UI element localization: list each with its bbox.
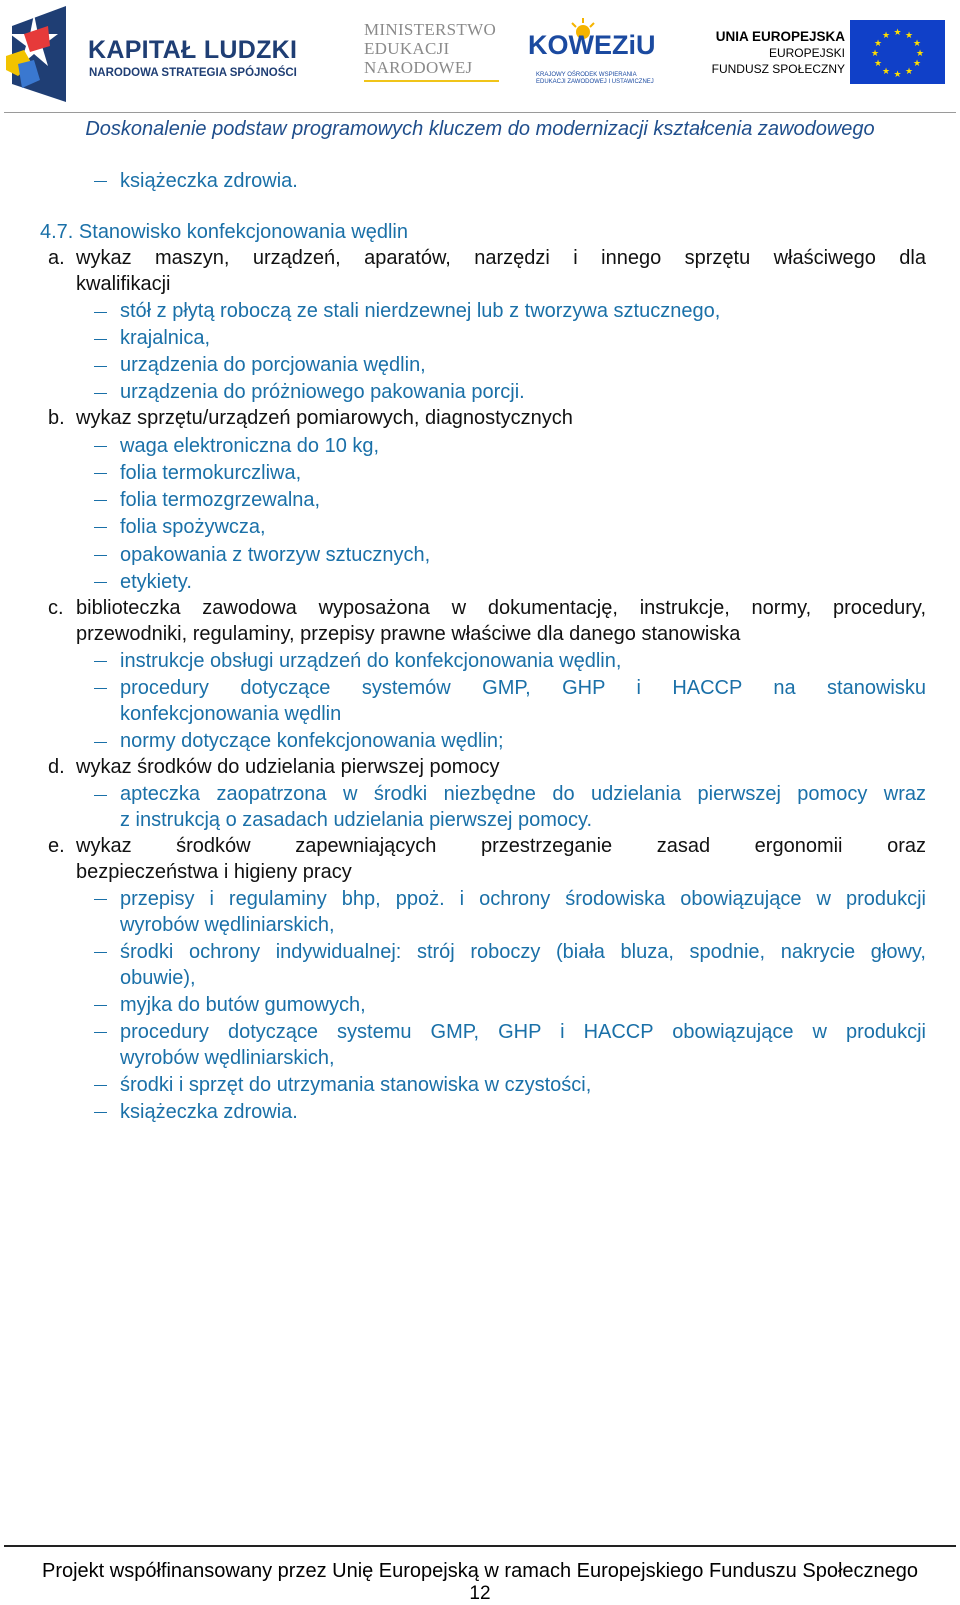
list-item: myjka do butów gumowych,	[120, 994, 366, 1016]
svg-text:★: ★	[873, 59, 883, 69]
ministry-logo	[364, 20, 502, 84]
svg-text:★: ★	[904, 31, 914, 41]
item-a-text-1: wykaz maszyn, urządzeń, aparatów, narzędzi i innego sprzętu właściwego dla	[76, 247, 926, 269]
list-item: środki ochrony indywidualnej: strój roboczy (biała bluza, spodnie, nakrycie głowy,	[120, 941, 926, 963]
dash-bullet	[94, 555, 107, 556]
list-item: opakowania z tworzyw sztucznych,	[120, 544, 431, 566]
dash-bullet	[94, 527, 107, 528]
eu-flag-icon	[850, 20, 945, 84]
item-d-text-1: wykaz środków do udzielania pierwszej pomocy	[76, 756, 500, 778]
list-item: folia termokurczliwa,	[120, 462, 302, 484]
dash-bullet	[94, 952, 107, 953]
svg-text:★: ★	[881, 31, 891, 41]
list-marker-d: d.	[48, 756, 65, 778]
svg-text:★: ★	[912, 39, 922, 49]
list-item: książeczka zdrowia.	[120, 170, 298, 192]
list-item: apteczka zaopatrzona w środki niezbędne do udzielania pierwszej pomocy wraz	[120, 783, 926, 805]
list-item-continuation: wyrobów wędliniarskich,	[120, 914, 335, 936]
svg-text:★: ★	[893, 70, 902, 80]
item-e-text-2: bezpieczeństwa i higieny pracy	[76, 861, 352, 883]
koweziu-logo	[528, 18, 656, 90]
svg-text:★: ★	[904, 67, 914, 77]
footer-rule	[4, 1545, 956, 1547]
list-marker-e: e.	[48, 835, 65, 857]
list-item: urządzenia do próżniowego pakowania porcji.	[120, 381, 525, 403]
list-item: urządzenia do porcjowania wędlin,	[120, 354, 426, 376]
list-marker-c: c.	[48, 597, 64, 619]
list-item-continuation: wyrobów wędliniarskich,	[120, 1047, 335, 1069]
ministry-line-1: MINISTERSTWO	[364, 20, 497, 39]
dash-bullet	[94, 339, 107, 340]
eu-line-1: UNIA EUROPEJSKA	[715, 29, 845, 44]
svg-text:★: ★	[893, 28, 902, 38]
koweziu-sub-1: KRAJOWY OŚRODEK WSPIERANIA	[536, 72, 637, 78]
koweziu-subtitle	[536, 72, 654, 86]
list-marker-a: a.	[48, 247, 65, 269]
ministry-rule	[364, 80, 499, 82]
dash-bullet	[94, 446, 107, 447]
eu-line-3: FUNDUSZ SPOŁECZNY	[711, 62, 845, 76]
page-number: 12	[469, 1583, 491, 1604]
item-e-text-1: wykaz środków zapewniających przestrzeganie zasad ergonomii oraz	[76, 835, 926, 857]
dash-bullet	[94, 688, 107, 689]
dash-bullet	[94, 312, 107, 313]
footer-text: Projekt współfinansowany przez Unię Europejską w ramach Europejskiego Funduszu Społecznego	[41, 1560, 919, 1582]
ministry-line-2: EDUKACJI	[364, 39, 450, 58]
kapital-ludzki-subtitle: NARODOWA STRATEGIA SPÓJNOŚCI	[89, 67, 297, 79]
dash-bullet	[94, 1005, 107, 1006]
list-item: procedury dotyczące systemów GMP, GHP i HACCP na stanowisku	[120, 677, 926, 699]
list-item-continuation: z instrukcją o zasadach udzielania pierwszej pomocy.	[120, 809, 593, 831]
svg-text:★: ★	[915, 49, 925, 59]
ministry-line-3: NARODOWEJ	[364, 58, 473, 77]
list-item-continuation: konfekcjonowania wędlin	[120, 703, 342, 725]
koweziu-sub-2: EDUKACJI ZAWODOWEJ I USTAWICZNEJ	[536, 79, 654, 85]
list-item: folia spożywcza,	[120, 516, 266, 538]
svg-text:★: ★	[870, 49, 880, 59]
list-item: instrukcje obsługi urządzeń do konfekcjonowania wędlin,	[120, 650, 622, 672]
list-item: przepisy i regulaminy bhp, ppoż. i ochrony środowiska obowiązujące w produkcji	[120, 888, 926, 910]
item-a-text-2: kwalifikacji	[76, 273, 171, 295]
dash-bullet	[94, 1085, 107, 1086]
eu-line-2: EUROPEJSKI	[768, 46, 845, 60]
kapital-ludzki-title: KAPITAŁ LUDZKI	[88, 36, 298, 64]
list-item: środki i sprzęt do utrzymania stanowiska w czystości,	[120, 1074, 592, 1096]
eu-logo-text	[705, 28, 845, 77]
svg-text:★: ★	[881, 67, 891, 77]
logo-bar	[0, 0, 960, 110]
svg-text:★: ★	[912, 59, 922, 69]
dash-bullet	[94, 473, 107, 474]
section-heading: 4.7. Stanowisko konfekcjonowania wędlin	[40, 221, 408, 243]
list-item: książeczka zdrowia.	[120, 1101, 298, 1123]
dash-bullet	[94, 899, 107, 900]
list-item: waga elektroniczna do 10 kg,	[120, 435, 380, 457]
koweziu-name: KOWEZiU	[528, 30, 656, 60]
dash-bullet	[94, 1032, 107, 1033]
dash-bullet	[94, 661, 107, 662]
dash-bullet	[94, 742, 107, 743]
item-c-text-2: przewodniki, regulaminy, przepisy prawne właściwe dla danego stanowiska	[76, 623, 741, 645]
dash-bullet	[94, 795, 107, 796]
dash-bullet	[94, 181, 107, 182]
list-item-continuation: obuwie),	[120, 967, 196, 989]
dash-bullet	[94, 1112, 107, 1113]
list-item: krajalnica,	[120, 327, 211, 349]
list-item: folia termozgrzewalna,	[120, 489, 321, 511]
list-item: normy dotyczące konfekcjonowania wędlin;	[120, 730, 504, 752]
dash-bullet	[94, 393, 107, 394]
svg-text:★: ★	[873, 39, 883, 49]
running-head: Doskonalenie podstaw programowych kluczem do modernizacji kształcenia zawodowego	[85, 118, 875, 140]
dash-bullet	[94, 500, 107, 501]
kapital-ludzki-star-logo	[4, 4, 74, 104]
list-item: stół z płytą roboczą ze stali nierdzewnej lub z tworzywa sztucznego,	[120, 300, 721, 322]
dash-bullet	[94, 366, 107, 367]
item-b-text-1: wykaz sprzętu/urządzeń pomiarowych, diagnostycznych	[76, 407, 573, 429]
list-marker-b: b.	[48, 407, 65, 429]
list-item: procedury dotyczące systemu GMP, GHP i HACCP obowiązujące w produkcji	[120, 1021, 926, 1043]
item-c-text-1: biblioteczka zawodowa wyposażona w dokumentację, instrukcje, normy, procedury,	[76, 597, 926, 619]
header-rule	[4, 112, 956, 113]
list-item: etykiety.	[120, 571, 192, 593]
dash-bullet	[94, 582, 107, 583]
